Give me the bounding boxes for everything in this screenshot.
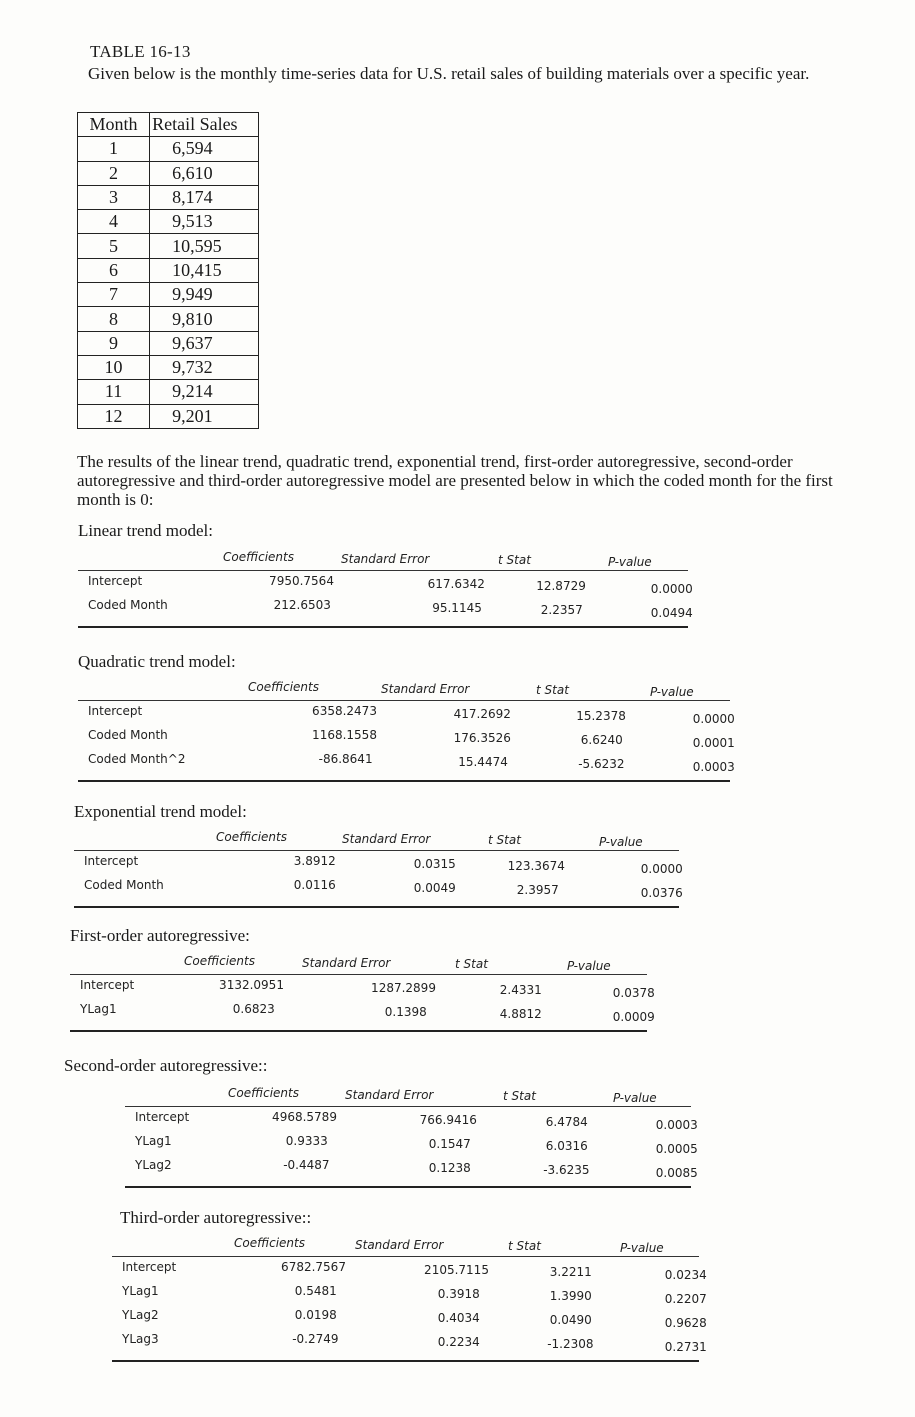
retail-sales-cell: 9,513 <box>150 210 259 234</box>
model-row <box>112 1328 707 1354</box>
row-label: Coded Month <box>84 878 164 892</box>
row-label: Intercept <box>135 1110 190 1124</box>
p-value-value: 0.0085 <box>655 1165 698 1180</box>
table-row <box>78 161 259 185</box>
standard-error-header: Standard Error <box>341 551 430 566</box>
t-stat-value: 6.0316 <box>545 1139 588 1153</box>
row-label: Intercept <box>80 978 135 992</box>
retail-sales-table <box>77 112 259 429</box>
month-cell: 5 <box>78 234 150 258</box>
standard-error-header: Standard Error <box>355 1237 444 1252</box>
standard-error-value: 0.1547 <box>428 1136 471 1151</box>
standard-error-value: 95.1145 <box>432 600 482 615</box>
p-value-value: 0.0000 <box>650 581 693 596</box>
retail-sales-cell: 9,214 <box>150 380 259 404</box>
t-stat-value: 15.2378 <box>576 709 626 723</box>
model-header-row <box>78 676 730 700</box>
coefficients-value: 0.9333 <box>285 1134 328 1148</box>
model-row <box>125 1106 698 1132</box>
p-value-header: P-value <box>599 834 643 849</box>
month-cell: 4 <box>78 210 150 234</box>
results-description: The results of the linear trend, quadratic trend, exponential trend, first-order autoregressive, second-order autoregressive and third-order autoregressive model are presented below in which the coded month for the first month is 0: <box>77 452 833 509</box>
table-row <box>78 185 259 209</box>
ar2-model-title: Second-order autoregressive:: <box>64 1056 268 1075</box>
month-cell: 1 <box>78 137 150 161</box>
coefficients-header: Coefficients <box>184 954 255 968</box>
standard-error-value: 176.3526 <box>453 730 511 745</box>
retail-sales-cell: 9,732 <box>150 355 259 379</box>
model-header-row <box>74 826 679 850</box>
standard-error-value: 617.6342 <box>427 576 485 591</box>
row-label: YLag1 <box>135 1134 172 1148</box>
p-value-value: 0.9628 <box>664 1315 707 1330</box>
coefficients-value: 7950.7564 <box>269 574 334 588</box>
t-stat-header: t Stat <box>498 553 531 567</box>
row-label: Coded Month^2 <box>88 752 186 766</box>
ar3-model-table <box>112 1232 707 1354</box>
p-value-header: P-value <box>650 684 694 699</box>
t-stat-value: 2.3957 <box>516 883 559 897</box>
p-value-header: P-value <box>613 1090 657 1105</box>
model-row <box>70 998 655 1024</box>
standard-error-value: 0.0049 <box>413 880 456 895</box>
exponential-model-table <box>74 826 683 900</box>
standard-error-value: 0.1398 <box>384 1004 427 1019</box>
retail-sales-cell: 10,595 <box>150 234 259 258</box>
standard-error-value: 15.4474 <box>458 754 508 769</box>
coefficients-header: Coefficients <box>228 1086 299 1100</box>
p-value-value: 0.0003 <box>655 1117 698 1132</box>
t-stat-header: t Stat <box>503 1089 536 1103</box>
p-value-header: P-value <box>620 1240 664 1255</box>
t-stat-value: 2.4331 <box>499 983 542 997</box>
standard-error-value: 0.3918 <box>437 1286 480 1301</box>
month-cell: 6 <box>78 258 150 282</box>
table-row <box>78 283 259 307</box>
table-header-row <box>78 113 259 137</box>
ar2-model-table <box>125 1082 698 1180</box>
model-row <box>74 850 683 876</box>
model-row <box>125 1130 698 1156</box>
retail-sales-cell: 6,610 <box>150 161 259 185</box>
t-stat-value: 123.3674 <box>507 859 565 873</box>
t-stat-value: -5.6232 <box>578 757 625 771</box>
p-value-value: 0.0001 <box>692 735 735 750</box>
row-label: Intercept <box>122 1260 177 1274</box>
standard-error-value: 0.0315 <box>413 856 456 871</box>
t-stat-value: -1.2308 <box>547 1337 594 1351</box>
table-row <box>78 331 259 355</box>
model-row <box>70 974 655 1000</box>
row-label: Intercept <box>84 854 139 868</box>
row-label: YLag2 <box>135 1158 172 1172</box>
t-stat-value: 12.8729 <box>536 579 586 593</box>
table-row <box>78 234 259 258</box>
retail-sales-cell: 9,201 <box>150 404 259 428</box>
model-row <box>78 748 735 774</box>
standard-error-value: 0.4034 <box>437 1310 480 1325</box>
model-header-row <box>112 1232 699 1256</box>
t-stat-value: 3.2211 <box>549 1265 592 1279</box>
ar1-model-title: First-order autoregressive: <box>70 926 250 945</box>
model-row <box>112 1280 707 1306</box>
month-cell: 12 <box>78 404 150 428</box>
model-row <box>112 1256 707 1282</box>
coefficients-header: Coefficients <box>223 550 294 564</box>
model-header-row <box>78 546 688 570</box>
month-cell: 3 <box>78 185 150 209</box>
table-row <box>78 307 259 331</box>
t-stat-header: t Stat <box>488 833 521 847</box>
p-value-value: 0.0005 <box>655 1141 698 1156</box>
month-cell: 11 <box>78 380 150 404</box>
row-label: Coded Month <box>88 598 168 612</box>
standard-error-header: Standard Error <box>381 681 470 696</box>
coefficients-value: 0.0116 <box>293 878 336 892</box>
table-row <box>78 137 259 161</box>
row-label: YLag3 <box>122 1332 159 1346</box>
model-row <box>74 874 683 900</box>
intro-text: Given below is the monthly time-series data for U.S. retail sales of building materials over a specific year. <box>88 64 810 83</box>
p-value-value: 0.0494 <box>650 605 693 620</box>
coefficients-value: 6358.2473 <box>312 704 377 718</box>
row-label: YLag1 <box>122 1284 159 1298</box>
model-row <box>78 570 693 596</box>
row-label: Coded Month <box>88 728 168 742</box>
row-label: YLag1 <box>80 1002 117 1016</box>
retail-sales-cell: 6,594 <box>150 137 259 161</box>
p-value-value: 0.0376 <box>640 885 683 900</box>
t-stat-value: 0.0490 <box>549 1313 592 1327</box>
t-stat-header: t Stat <box>536 683 569 697</box>
coefficients-header: Coefficients <box>216 830 287 844</box>
coefficients-value: -0.4487 <box>283 1158 330 1172</box>
model-row <box>112 1304 707 1330</box>
coefficients-value: 6782.7567 <box>281 1260 346 1274</box>
model-row <box>78 700 735 726</box>
retail-sales-cell: 9,810 <box>150 307 259 331</box>
ar1-model-table <box>70 950 655 1024</box>
table-row <box>78 355 259 379</box>
p-value-header: P-value <box>567 958 611 973</box>
model-row <box>78 724 735 750</box>
row-label: Intercept <box>88 704 143 718</box>
t-stat-header: t Stat <box>508 1239 541 1253</box>
quadratic-model-table <box>78 676 735 774</box>
model-row <box>125 1154 698 1180</box>
coefficients-header: Coefficients <box>248 680 319 694</box>
standard-error-value: 0.2234 <box>437 1334 480 1349</box>
retail-sales-header: Retail Sales <box>150 113 259 137</box>
retail-sales-cell: 9,637 <box>150 331 259 355</box>
row-label: YLag2 <box>122 1308 159 1322</box>
coefficients-header: Coefficients <box>234 1236 305 1250</box>
coefficients-value: 1168.1558 <box>312 728 377 742</box>
p-value-value: 0.2207 <box>664 1291 707 1306</box>
standard-error-header: Standard Error <box>345 1087 434 1102</box>
table-row <box>78 380 259 404</box>
model-row <box>78 594 693 620</box>
model-header-row <box>70 950 647 974</box>
model-header-row <box>125 1082 691 1106</box>
month-cell: 9 <box>78 331 150 355</box>
standard-error-value: 2105.7115 <box>424 1262 489 1277</box>
p-value-value: 0.0234 <box>664 1267 707 1282</box>
retail-sales-cell: 8,174 <box>150 185 259 209</box>
table-row <box>78 258 259 282</box>
coefficients-value: -86.8641 <box>318 752 373 766</box>
t-stat-value: 2.2357 <box>540 603 583 617</box>
month-cell: 2 <box>78 161 150 185</box>
p-value-value: 0.0003 <box>692 759 735 774</box>
month-cell: 7 <box>78 283 150 307</box>
coefficients-value: 0.5481 <box>294 1284 337 1298</box>
table-title: TABLE 16-13 <box>90 42 191 61</box>
coefficients-value: 4968.5789 <box>272 1110 337 1124</box>
table-row <box>78 210 259 234</box>
ar3-model-title: Third-order autoregressive:: <box>120 1208 312 1227</box>
p-value-value: 0.2731 <box>664 1339 707 1354</box>
linear-model-title: Linear trend model: <box>78 521 214 540</box>
coefficients-value: -0.2749 <box>292 1332 339 1346</box>
month-cell: 8 <box>78 307 150 331</box>
exponential-model-title: Exponential trend model: <box>74 802 247 821</box>
coefficients-value: 0.0198 <box>294 1308 337 1322</box>
standard-error-value: 0.1238 <box>428 1160 471 1175</box>
row-label: Intercept <box>88 574 143 588</box>
coefficients-value: 3.8912 <box>293 854 336 868</box>
t-stat-value: 6.6240 <box>580 733 623 747</box>
p-value-value: 0.0000 <box>640 861 683 876</box>
p-value-value: 0.0000 <box>692 711 735 726</box>
standard-error-value: 766.9416 <box>419 1112 477 1127</box>
coefficients-value: 3132.0951 <box>219 978 284 992</box>
coefficients-value: 212.6503 <box>273 598 331 612</box>
t-stat-value: 6.4784 <box>545 1115 588 1129</box>
p-value-value: 0.0378 <box>612 985 655 1000</box>
t-stat-value: 1.3990 <box>549 1289 592 1303</box>
table-row <box>78 404 259 428</box>
standard-error-header: Standard Error <box>302 955 391 970</box>
standard-error-value: 1287.2899 <box>371 980 436 995</box>
quadratic-model-title: Quadratic trend model: <box>78 652 236 671</box>
p-value-value: 0.0009 <box>612 1009 655 1024</box>
retail-sales-cell: 9,949 <box>150 283 259 307</box>
standard-error-header: Standard Error <box>342 831 431 846</box>
month-header: Month <box>78 113 150 137</box>
t-stat-value: -3.6235 <box>543 1163 590 1177</box>
t-stat-header: t Stat <box>455 957 488 971</box>
coefficients-value: 0.6823 <box>232 1002 275 1016</box>
p-value-header: P-value <box>608 554 652 569</box>
month-cell: 10 <box>78 355 150 379</box>
linear-model-table <box>78 546 693 620</box>
t-stat-value: 4.8812 <box>499 1007 542 1021</box>
standard-error-value: 417.2692 <box>453 706 511 721</box>
retail-sales-cell: 10,415 <box>150 258 259 282</box>
